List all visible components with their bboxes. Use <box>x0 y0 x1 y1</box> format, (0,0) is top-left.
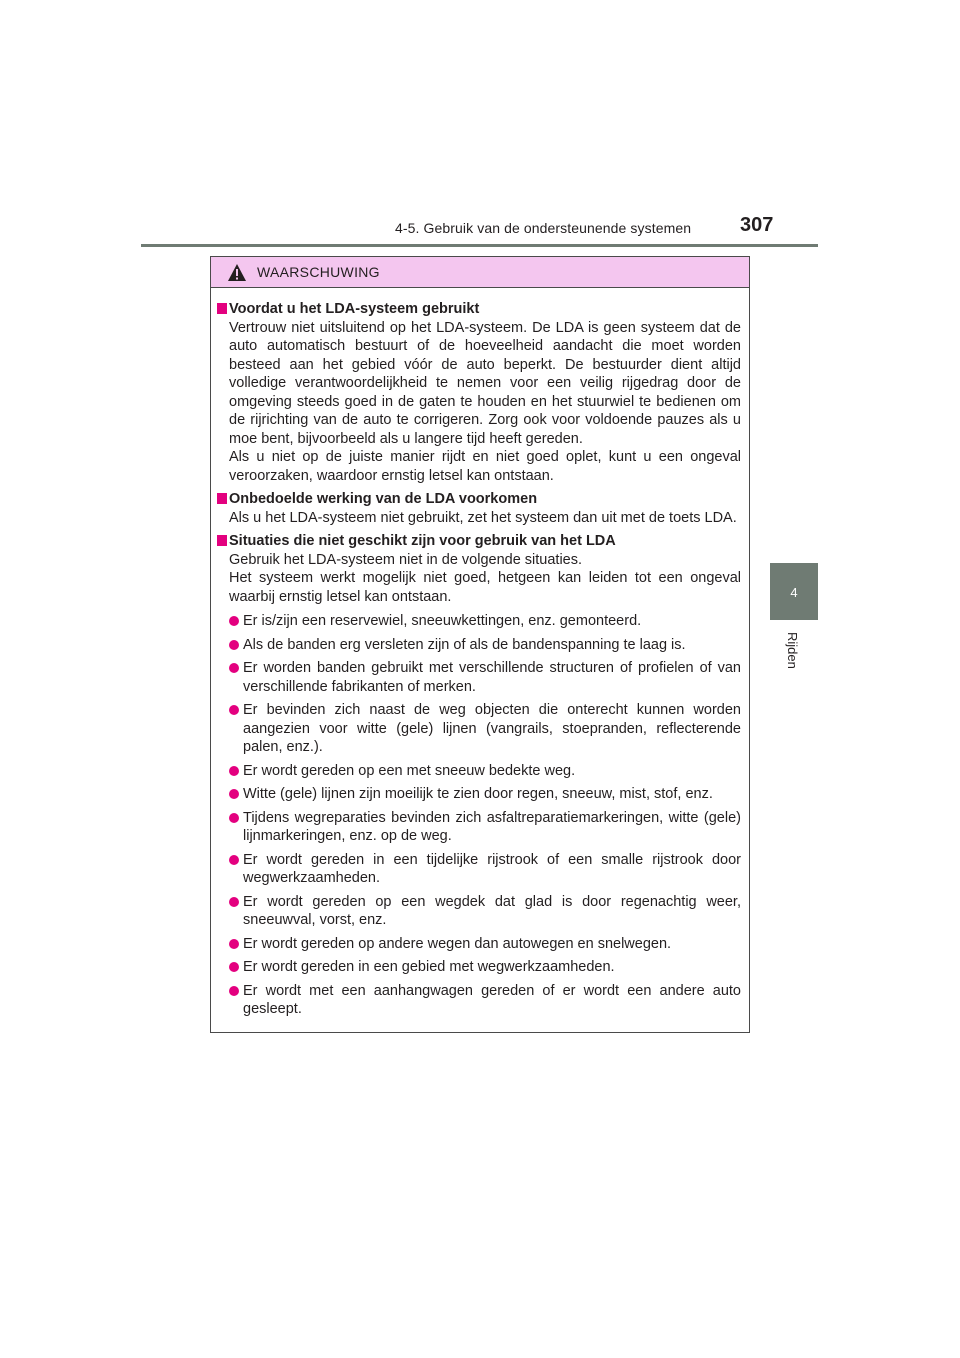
section-heading <box>217 532 741 551</box>
list-item <box>229 612 741 631</box>
chapter-label: Rijden <box>785 632 800 669</box>
paragraph: Als u het LDA-systeem niet gebruikt, zet het systeem dan uit met de toets LDA. <box>229 509 737 526</box>
bullet-dot-icon <box>229 813 239 823</box>
list-item <box>229 982 741 1019</box>
warning-header <box>211 257 749 288</box>
list-item-text: Tijdens wegreparaties bevinden zich asfaltreparatiemarkeringen, witte (gele) lijnmarkeringen, enz. op de weg. <box>243 809 741 844</box>
list-item-text: Er bevinden zich naast de weg objecten die onterecht kunnen worden aangezien voor witte (gele) lijnen (vangrails, stoepranden, reflecterende palen, enz.). <box>243 702 741 755</box>
bullet-dot-icon <box>229 939 239 949</box>
bullet-dot-icon <box>229 962 239 972</box>
bullet-dot-icon <box>229 616 239 626</box>
list-item-text: Witte (gele) lijnen zijn moeilijk te zien door regen, sneeuw, mist, stof, enz. <box>243 786 713 802</box>
bullet-dot-icon <box>229 855 239 865</box>
list-item <box>229 958 741 977</box>
warning-box <box>210 256 750 1033</box>
square-marker-icon <box>217 493 227 504</box>
list-item-text: Er worden banden gebruikt met verschillende structuren of profielen of van verschillende fabrikanten of merken. <box>243 660 741 695</box>
list-item-text: Er wordt gereden in een gebied met wegwerkzaamheden. <box>243 959 615 975</box>
page-number: 307 <box>740 214 774 236</box>
paragraph: Vertrouw niet uitsluitend op het LDA-systeem. De LDA is geen systeem dat de auto automatisch bestuurt of de hoeveelheid aandacht die moet worden besteed aan het gebied vóór de auto beperkt. De bestuurder dient altijd volledige verantwoordelijkheid te nemen voor een veilig rijgedrag door de omgeving steeds goed in de gaten te houden en het stuurwiel te bedienen om de rijrichting van de auto te corrigeren. Zorg ook voor voldoende pauzes als u moe bent, bijvoorbeeld als u langere tijd heeft gereden. <box>229 319 741 447</box>
paragraph: Het systeem werkt mogelijk niet goed, hetgeen kan leiden tot een ongeval waarbij ernstig letsel kan ontstaan. <box>229 570 741 605</box>
section-heading-text: Voordat u het LDA-systeem gebruikt <box>229 301 480 317</box>
section-title: 4-5. Gebruik van de ondersteunende systemen <box>395 220 692 236</box>
list-item <box>229 809 741 846</box>
list-item-text: Als de banden erg versleten zijn of als de bandenspanning te laag is. <box>243 636 686 653</box>
list-item <box>229 701 741 757</box>
list-item-text: Er wordt gereden op een wegdek dat glad is door regenachtig weer, sneeuwval, vorst, enz. <box>243 893 741 928</box>
page-header <box>0 0 960 250</box>
section-heading <box>217 490 741 509</box>
chapter-number: 4 <box>790 585 798 600</box>
list-item-text: Er is/zijn een reservewiel, sneeuwkettingen, enz. gemonteerd. <box>243 613 642 629</box>
list-item <box>229 893 741 930</box>
list-item-text: Er wordt gereden op een met sneeuw bedekte weg. <box>243 762 576 779</box>
warning-section <box>217 300 741 485</box>
square-marker-icon <box>217 535 227 546</box>
bullet-dot-icon <box>229 766 239 776</box>
section-heading <box>217 300 741 319</box>
warning-section <box>217 490 741 527</box>
section-heading-text: Situaties die niet geschikt zijn voor gebruik van het LDA <box>229 533 616 549</box>
chapter-label-wrapper <box>786 632 800 682</box>
header-divider <box>141 244 818 247</box>
warning-section <box>217 532 741 1019</box>
bullet-dot-icon <box>229 640 239 650</box>
list-item-text: Er wordt gereden in een tijdelijke rijstrook of een smalle rijstrook door wegwerkzaamheden. <box>243 851 741 886</box>
bullet-dot-icon <box>229 663 239 673</box>
section-heading-text: Onbedoelde werking van de LDA voorkomen <box>229 491 538 507</box>
list-item <box>229 762 741 781</box>
list-item <box>229 636 741 655</box>
list-item <box>229 935 741 954</box>
list-item-text: Er wordt met een aanhangwagen gereden of er wordt een andere auto gesleept. <box>243 982 741 1017</box>
paragraph: Als u niet op de juiste manier rijdt en niet goed oplet, kunt u een ongeval veroorzaken, waardoor ernstig letsel kan ontstaan. <box>229 449 741 484</box>
square-marker-icon <box>217 303 227 314</box>
bullet-dot-icon <box>229 986 239 996</box>
list-item-text: Er wordt gereden op andere wegen dan autowegen en snelwegen. <box>243 935 672 952</box>
list-item <box>229 785 741 804</box>
warning-content <box>211 288 749 1019</box>
bullet-list <box>217 612 741 1019</box>
warning-triangle-icon <box>227 263 247 282</box>
paragraph: Gebruik het LDA-systeem niet in de volgende situaties. <box>229 551 583 568</box>
warning-title: WAARSCHUWING <box>257 264 380 280</box>
bullet-dot-icon <box>229 789 239 799</box>
chapter-tab <box>770 563 818 620</box>
bullet-dot-icon <box>229 897 239 907</box>
bullet-dot-icon <box>229 705 239 715</box>
list-item <box>229 851 741 888</box>
list-item <box>229 659 741 696</box>
